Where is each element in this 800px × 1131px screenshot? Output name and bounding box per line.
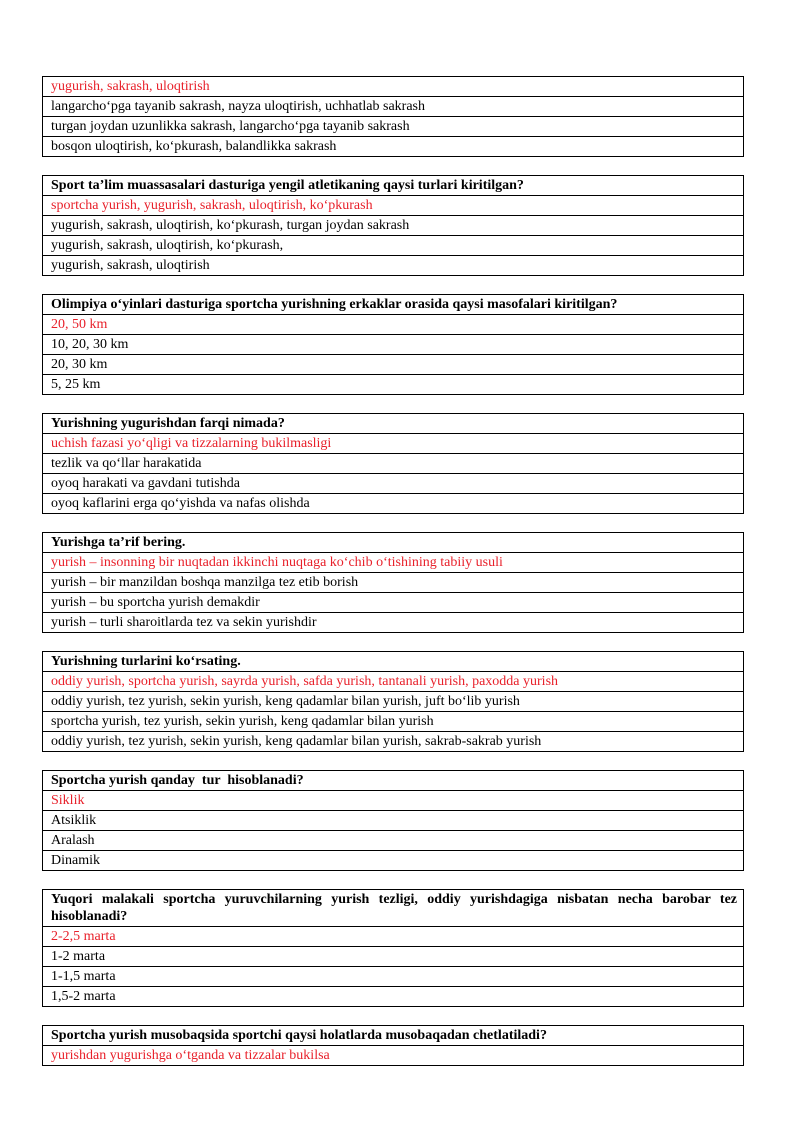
correct-answer: yurishdan yugurishga o‘tganda va tizzalar bukilsa [43, 1045, 743, 1065]
answer-option: Atsiklik [43, 810, 743, 830]
answer-option: oddiy yurish, tez yurish, sekin yurish, keng qadamlar bilan yurish, juft bo‘lib yurish [43, 691, 743, 711]
question-text: Sportcha yurish qanday tur hisoblanadi? [51, 773, 304, 788]
answer-option: langarcho‘pga tayanib sakrash, nayza uloqtirish, uchhatlab sakrash [43, 96, 743, 116]
answer-option: Dinamik [43, 850, 743, 870]
question-text: Yurishga ta’rif bering. [51, 535, 186, 550]
answer-option: sportcha yurish, tez yurish, sekin yurish, keng qadamlar bilan yurish [43, 711, 743, 731]
answer-option: tezlik va qo‘llar harakatida [43, 453, 743, 473]
answer-option: yurish – turli sharoitlarda tez va sekin yurishdir [43, 612, 743, 632]
correct-answer: sportcha yurish, yugurish, sakrash, uloqtirish, ko‘pkurash [43, 195, 743, 215]
question-block [42, 770, 744, 871]
correct-answer: Siklik [43, 790, 743, 810]
answer-option: 5, 25 km [43, 374, 743, 394]
question-block [42, 651, 744, 752]
answer-option: 1-2 marta [43, 946, 743, 966]
answer-option: oyoq kaflarini erga qo‘yishda va nafas olishda [43, 493, 743, 513]
correct-answer: 2-2,5 marta [43, 926, 743, 946]
question-block [42, 1025, 744, 1066]
question-text: Yuqori malakali sportcha yuruvchilarning yurish tezligi, oddiy yurishdagiga nisbatan necha barobar tez hisoblanadi? [51, 892, 737, 924]
answer-option: 10, 20, 30 km [43, 334, 743, 354]
quiz-page [42, 76, 744, 1084]
answer-option: yugurish, sakrash, uloqtirish, ko‘pkurash, turgan joydan sakrash [43, 215, 743, 235]
answer-option: 1-1,5 marta [43, 966, 743, 986]
correct-answer: yurish – insonning bir nuqtadan ikkinchi nuqtaga ko‘chib o‘tishining tabiiy usuli [43, 552, 743, 572]
correct-answer: 20, 50 km [43, 314, 743, 334]
answer-option: oyoq harakati va gavdani tutishda [43, 473, 743, 493]
answer-option: yugurish, sakrash, uloqtirish [43, 255, 743, 275]
answer-option: Aralash [43, 830, 743, 850]
question-block [42, 413, 744, 514]
answer-option: 1,5-2 marta [43, 986, 743, 1006]
correct-answer: uchish fazasi yo‘qligi va tizzalarning bukilmasligi [43, 433, 743, 453]
answer-option: turgan joydan uzunlikka sakrash, langarcho‘pga tayanib sakrash [43, 116, 743, 136]
question-text: Yurishning yugurishdan farqi nimada? [51, 416, 285, 431]
question-text: Sport ta’lim muassasalari dasturiga yengil atletikaning qaysi turlari kiritilgan? [51, 178, 524, 193]
correct-answer: oddiy yurish, sportcha yurish, sayrda yurish, safda yurish, tantanali yurish, paxodda yurish [43, 671, 743, 691]
question-text: Sportcha yurish musobaqsida sportchi qaysi holatlarda musobaqadan chetlatiladi? [51, 1028, 547, 1043]
question-block [42, 76, 744, 157]
answer-option: oddiy yurish, tez yurish, sekin yurish, keng qadamlar bilan yurish, sakrab-sakrab yurish [43, 731, 743, 751]
answer-option: yugurish, sakrash, uloqtirish, ko‘pkurash, [43, 235, 743, 255]
question-block [42, 889, 744, 1007]
answer-option: bosqon uloqtirish, ko‘pkurash, balandlikka sakrash [43, 136, 743, 156]
question-block [42, 532, 744, 633]
question-block [42, 294, 744, 395]
answer-option: 20, 30 km [43, 354, 743, 374]
answer-option: yurish – bir manzildan boshqa manzilga tez etib borish [43, 572, 743, 592]
answer-option: yurish – bu sportcha yurish demakdir [43, 592, 743, 612]
question-block [42, 175, 744, 276]
correct-answer: yugurish, sakrash, uloqtirish [51, 79, 210, 94]
question-text: Olimpiya o‘yinlari dasturiga sportcha yurishning erkaklar orasida qaysi masofalari kiritilgan? [51, 297, 618, 312]
question-text: Yurishning turlarini ko‘rsating. [51, 654, 241, 669]
